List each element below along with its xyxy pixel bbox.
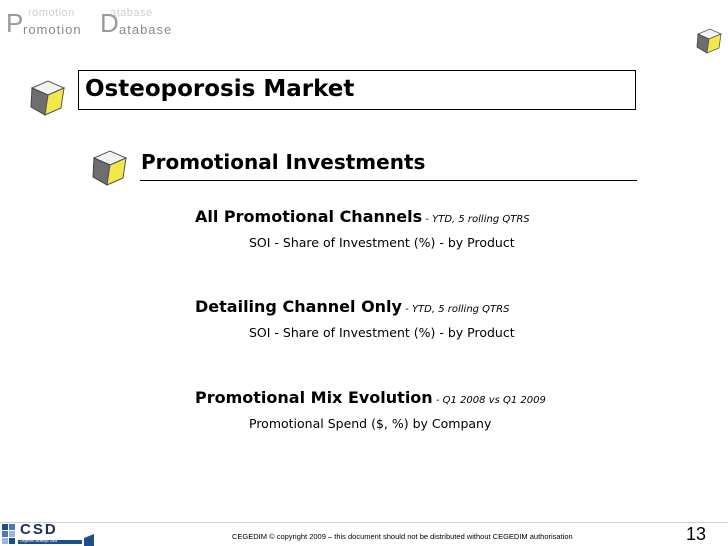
item-separator: - [422,214,433,225]
section-divider [140,180,637,181]
page-title: Osteoporosis Market [85,76,355,102]
logo-word-1: romotion [23,22,82,37]
page-number: 13 [686,524,707,544]
cube-icon [694,26,724,56]
item-note: Q1 2008 vs Q1 2009 [442,395,546,406]
logo-ghost-text-1: romotion [28,7,75,19]
item-separator: - [432,395,443,406]
item-separator: - [401,304,412,315]
logo-word-2: atabase [119,22,173,37]
logo-letter-p: P [6,8,24,38]
title-box [78,70,636,110]
footer-divider [0,522,728,523]
csd-logo-tagline: Cegedim Strategic Data [20,539,58,543]
item-title-detailing [195,297,509,317]
item-note: YTD, 5 rolling QTRS [432,214,530,225]
item-subtitle: SOI - Share of Investment (%) - by Product [249,235,515,250]
promotion-database-logo [6,2,186,42]
item-title-text: All Promotional Channels [195,207,423,226]
item-title-all-channels [195,207,530,227]
csd-logo-text: CSD [20,521,58,538]
logo-letter-d: D [100,8,119,38]
item-note: YTD, 5 rolling QTRS [411,304,510,315]
item-title-text: Promotional Mix Evolution [195,388,433,407]
cube-icon [28,78,68,118]
cube-icon [90,148,130,188]
item-subtitle: SOI - Share of Investment (%) - by Product [249,325,515,340]
item-title-text: Detailing Channel Only [195,297,402,316]
footer-copyright: CEGEDIM © copyright 2009 – this document should not be distributed without CEGEDIM authorisation [232,532,573,541]
csd-logo [2,521,96,546]
logo-ghost-text-2: atabase [110,7,153,19]
item-subtitle: Promotional Spend ($, %) by Company [249,416,492,431]
item-title-mix-evolution [195,388,546,408]
section-title: Promotional Investments [141,150,426,174]
